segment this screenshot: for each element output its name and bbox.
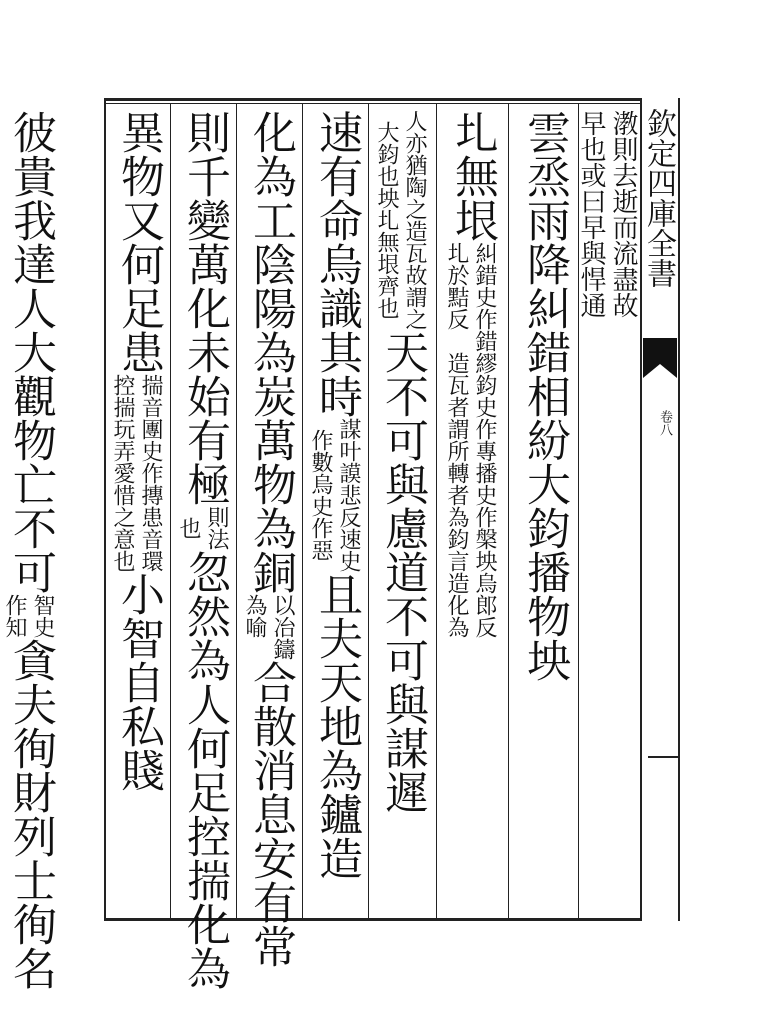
commentary-line: 鑄 — [270, 638, 295, 660]
commentary-line: 人亦猶陶之造瓦故謂之 — [402, 110, 427, 330]
main-text: 天不可與慮道不可與謀遲 — [377, 330, 428, 814]
commentary — [376, 110, 428, 330]
commentary-line: 作知 — [2, 594, 27, 638]
fish-tail-mark — [643, 338, 677, 378]
text-column — [174, 110, 234, 990]
column-divider — [302, 104, 303, 918]
commentary-line: 則法 — [204, 506, 229, 550]
commentary-line: 以冶 — [270, 594, 295, 638]
main-text: 合散消息安有常 — [245, 660, 296, 968]
left-border — [104, 98, 106, 921]
margin-edge — [678, 98, 680, 921]
commentary-line: 謀叶謨悲反速史 — [336, 418, 361, 572]
commentary — [112, 374, 164, 572]
main-text: 彼貴我達人大觀物亡不可 — [5, 110, 56, 594]
text-column — [372, 110, 432, 814]
commentary — [244, 594, 296, 638]
column-divider — [436, 104, 437, 918]
main-text: 圠無垠 — [447, 110, 498, 242]
commentary-line: 早也或曰早與悍通 — [576, 110, 606, 318]
commentary-line: 大鈞也坱圠無垠齊也 — [374, 121, 399, 319]
column-divider — [368, 104, 369, 918]
main-text: 雲烝雨降糾錯相紛大鈞播物坱 — [519, 110, 570, 682]
commentary-line: 也 — [176, 517, 201, 539]
main-text: 且夫天地為鑪造 — [311, 572, 362, 880]
commentary-line: 作數烏史作惡 — [308, 429, 333, 561]
commentary-line: 控揣玩弄愛惜之意也 — [110, 374, 135, 572]
column-divider — [170, 104, 171, 918]
commentary-line — [244, 638, 268, 660]
commentary — [178, 506, 230, 550]
margin-volume: 卷八 — [657, 410, 672, 436]
margin-tick — [648, 756, 678, 758]
commentary-line: 為喻 — [242, 594, 267, 638]
text-column — [0, 110, 60, 990]
main-text: 化為工陰陽為炭萬物為銅 — [245, 110, 296, 594]
commentary-line: 糾錯史作錯繆鈞史作專播史作槃坱烏郎反 — [472, 242, 497, 638]
commentary — [4, 594, 56, 638]
top-border-inner — [104, 103, 642, 104]
main-text: 速有命烏識其時 — [311, 110, 362, 418]
top-border — [104, 98, 642, 101]
commentary — [310, 418, 362, 572]
main-text: 小智自私賤 — [113, 572, 164, 792]
commentary-line: 漖則去逝而流盡故 — [608, 110, 638, 318]
commentary-line: 圠於黠反 造瓦者謂所轉者為鈞言造化為 — [444, 242, 469, 638]
text-column — [108, 110, 168, 792]
column-divider — [508, 104, 509, 918]
margin-book-title: 欽定四庫全書 — [641, 108, 676, 288]
text-column — [514, 110, 574, 682]
text-column — [442, 110, 502, 638]
text-column — [306, 110, 366, 880]
text-column — [240, 110, 300, 968]
commentary — [244, 638, 296, 660]
main-text: 貪夫徇財列士徇名 — [5, 638, 56, 990]
main-text: 忽然為人何足控揣化為 — [179, 550, 230, 990]
commentary-line: 智史 — [30, 594, 55, 638]
commentary — [576, 110, 640, 318]
main-text: 異物又何足患 — [113, 110, 164, 374]
main-text: 則千變萬化未始有極 — [179, 110, 230, 506]
text-column — [576, 110, 640, 318]
column-divider — [236, 104, 237, 918]
commentary — [446, 242, 498, 638]
commentary-line: 揣音團史作摶患音環 — [138, 374, 163, 572]
